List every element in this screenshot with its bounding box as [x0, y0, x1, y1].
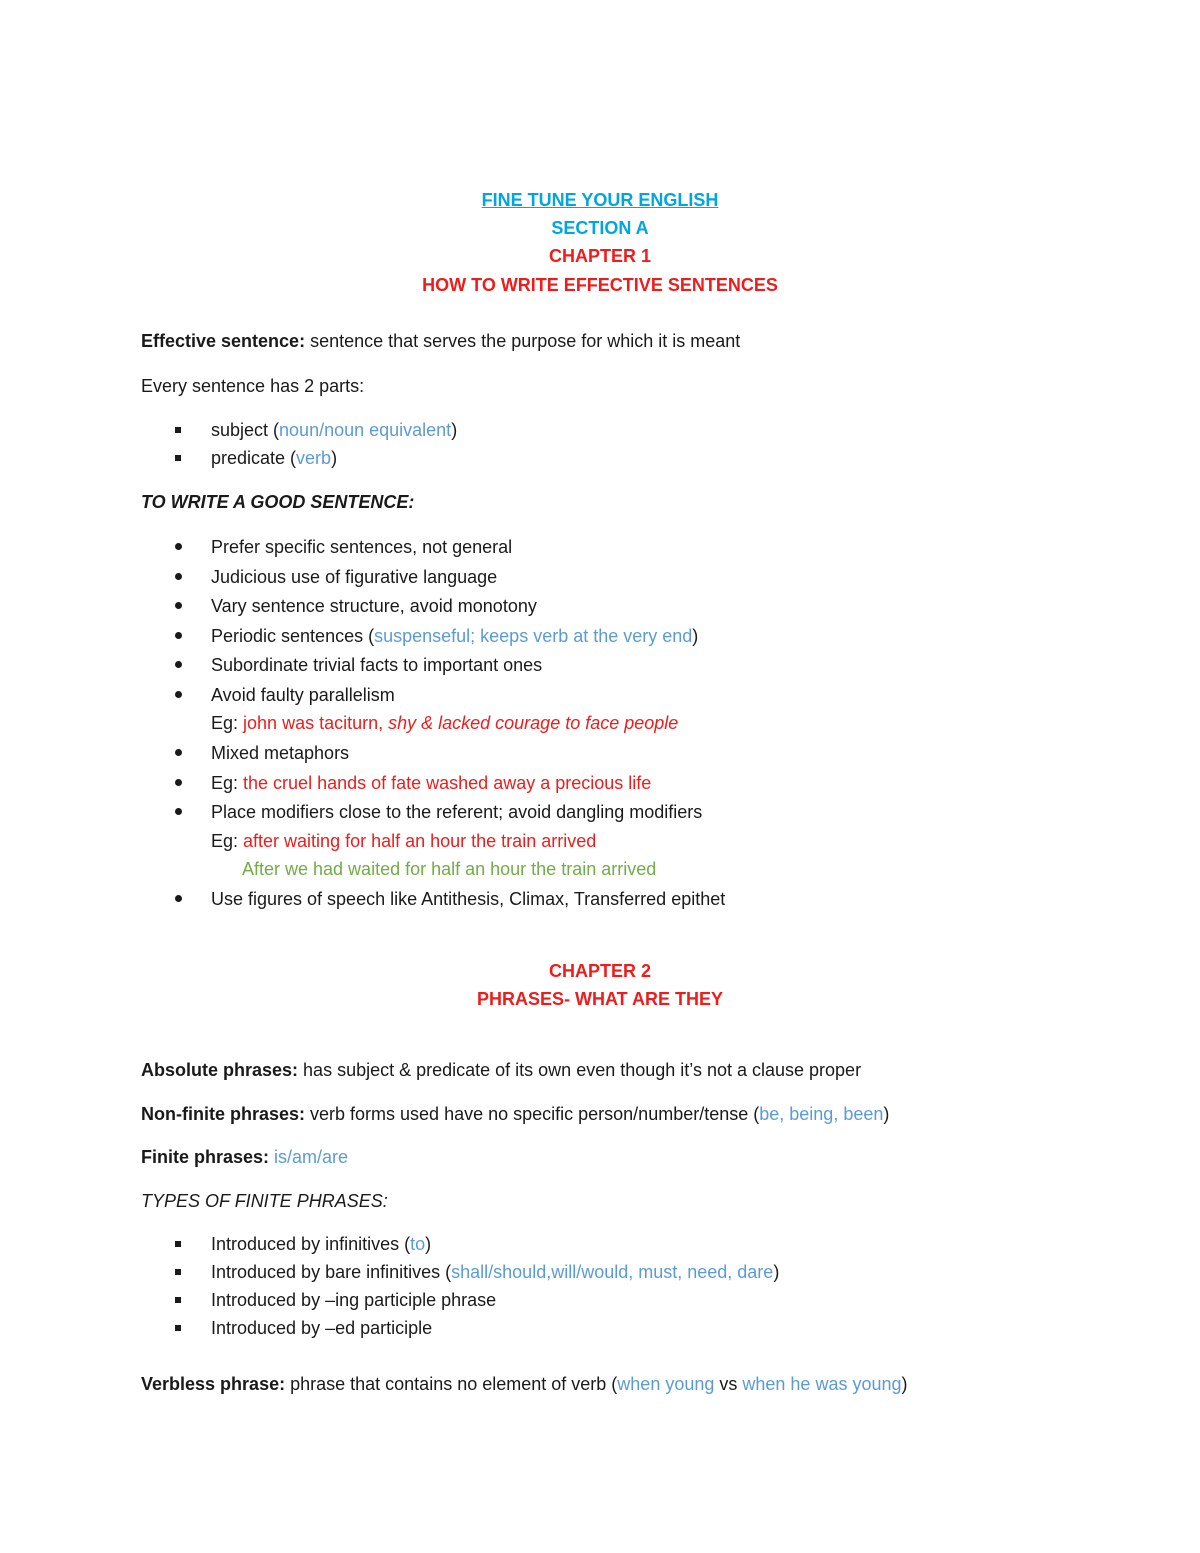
round-bullet-icon: [171, 684, 185, 706]
example-text: the cruel hands of fate washed away a precious life: [243, 773, 652, 793]
definition-term: Finite phrases:: [141, 1147, 270, 1167]
list-item: [211, 447, 337, 469]
list-item: [211, 1261, 779, 1283]
list-item: Introduced by –ing participle phrase: [211, 1290, 497, 1310]
definition-term: Verbless phrase:: [141, 1374, 286, 1394]
definition-term: Non-finite phrases:: [141, 1104, 306, 1124]
round-bullet-icon: [171, 566, 185, 588]
example-label: Eg:: [211, 831, 244, 851]
definition-close: ): [901, 1374, 908, 1394]
list-item: Place modifiers close to the referent; avoid dangling modifiers: [211, 802, 703, 822]
example-label: Eg:: [211, 713, 244, 733]
section-heading: SECTION A: [551, 218, 649, 238]
list-item-note: verb: [296, 448, 332, 468]
list-item-note: noun/noun equivalent: [279, 420, 452, 440]
list-item-label: subject (: [211, 420, 280, 440]
list-item-label: predicate (: [211, 448, 297, 468]
nonfinite-phrases-definition: [141, 1103, 889, 1125]
example-line: [211, 712, 678, 734]
definition-versus: vs: [714, 1374, 743, 1394]
definition-term: Effective sentence:: [141, 331, 306, 351]
list-item: Use figures of speech like Antithesis, Climax, Transferred epithet: [211, 889, 726, 909]
list-item: Judicious use of figurative language: [211, 567, 498, 587]
list-item: Subordinate trivial facts to important ones: [211, 655, 543, 675]
definition-example-a: when young: [617, 1374, 715, 1394]
square-bullet-icon: [171, 1318, 185, 1340]
example-correct: After we had waited for half an hour the train arrived: [242, 859, 657, 879]
list-item: Avoid faulty parallelism: [211, 685, 395, 705]
chapter1-heading: CHAPTER 1: [548, 246, 651, 266]
list-item-close: ): [451, 420, 458, 440]
list-item: [211, 1233, 431, 1255]
chapter2-title: PHRASES- WHAT ARE THEY: [476, 989, 723, 1009]
list-item: [211, 625, 698, 647]
definition-text: verb forms used have no specific person/number/tense (: [305, 1104, 760, 1124]
definition-close: ): [883, 1104, 890, 1124]
example-text: john was taciturn,: [243, 713, 389, 733]
list-item-note: suspenseful; keeps verb at the very end: [374, 626, 693, 646]
list-item: Vary sentence structure, avoid monotony: [211, 596, 537, 616]
round-bullet-icon: [171, 536, 185, 558]
example-text-italic: shy & lacked courage to face people: [388, 713, 679, 733]
definition-text: sentence that serves the purpose for which it is meant: [305, 331, 741, 351]
example-label: Eg:: [211, 773, 244, 793]
list-item: Prefer specific sentences, not general: [211, 537, 513, 557]
square-bullet-icon: [171, 1262, 185, 1284]
chapter1-title: HOW TO WRITE EFFECTIVE SENTENCES: [422, 275, 778, 295]
parts-intro: Every sentence has 2 parts:: [141, 376, 365, 396]
list-item: Mixed metaphors: [211, 743, 350, 763]
list-item-close: ): [773, 1262, 780, 1282]
round-bullet-icon: [171, 742, 185, 764]
good-sentence-heading: TO WRITE A GOOD SENTENCE:: [141, 492, 415, 512]
list-item: [211, 419, 457, 441]
list-item-label: Introduced by bare infinitives (: [211, 1262, 452, 1282]
definition-text: phrase that contains no element of verb (: [285, 1374, 618, 1394]
definition-example-b: when he was young: [742, 1374, 902, 1394]
chapter2-heading: CHAPTER 2: [548, 961, 651, 981]
round-bullet-icon: [171, 801, 185, 823]
list-item-close: ): [425, 1234, 432, 1254]
square-bullet-icon: [171, 420, 185, 442]
list-item: Introduced by –ed participle: [211, 1318, 433, 1338]
definition-text: has subject & predicate of its own even though it’s not a clause proper: [298, 1060, 862, 1080]
square-bullet-icon: [171, 448, 185, 470]
effective-sentence-definition: [141, 330, 740, 352]
finite-types-heading: TYPES OF FINITE PHRASES:: [141, 1191, 388, 1211]
list-item-label: Introduced by infinitives (: [211, 1234, 411, 1254]
example-line: [211, 772, 651, 794]
round-bullet-icon: [171, 625, 185, 647]
list-item-note: shall/should,will/would, must, need, dare: [451, 1262, 774, 1282]
round-bullet-icon: [171, 595, 185, 617]
book-title: FINE TUNE YOUR ENGLISH: [481, 190, 719, 210]
absolute-phrases-definition: [141, 1059, 861, 1081]
square-bullet-icon: [171, 1290, 185, 1312]
definition-note: be, being, been: [759, 1104, 884, 1124]
list-item-close: ): [331, 448, 338, 468]
example-wrong: after waiting for half an hour the train arrived: [243, 831, 597, 851]
round-bullet-icon: [171, 888, 185, 910]
definition-note: is/am/are: [269, 1147, 349, 1167]
list-item-label: Periodic sentences (: [211, 626, 375, 646]
definition-term: Absolute phrases:: [141, 1060, 299, 1080]
round-bullet-icon: [171, 772, 185, 794]
list-item-close: ): [692, 626, 699, 646]
round-bullet-icon: [171, 654, 185, 676]
list-item-note: to: [410, 1234, 426, 1254]
verbless-phrase-definition: [141, 1373, 908, 1395]
finite-phrases-definition: [141, 1146, 348, 1168]
example-line: [211, 830, 596, 852]
square-bullet-icon: [171, 1234, 185, 1256]
